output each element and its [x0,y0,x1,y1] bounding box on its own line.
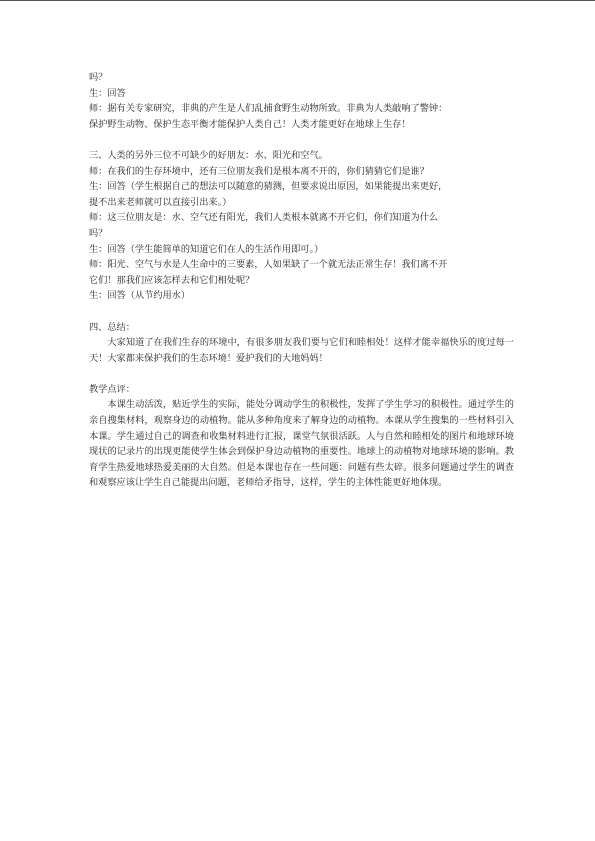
text-line: 生：回答（学生根据自己的想法可以随意的猜测，但要求说出原因，如果能提出来更好， [89,181,448,193]
blank-line [89,366,514,382]
text-line: 师：这三位朋友是：水、空气还有阳光，我们人类根本就离不开它们，你们知道为什么 [89,212,439,224]
text-line: 生：回答（学生能简单的知道它们在人的生活作用即可。） [89,243,324,255]
summary-heading: 四、总结： [89,321,135,333]
page-top-rule [0,0,595,1]
text-line: 它们！那我们应该怎样去和它们相处呢？ [89,274,255,286]
text-line: 生：回答（从节约用水） [89,290,191,302]
text-line: 吗？ [89,227,108,239]
text-line: 提不出来老师就可以直接引出来。） [89,196,232,208]
comment-paragraph: 本课生动活泼，贴近学生的实际，能处分调动学生的积极性，发挥了学生学习的积极性。通过学生的亲自搜集材料，观察身边的动植物。能从多种角度来了解身边的动植物。本课从学生搜集的一些材料引入本课。学生通过自己的调查和收集材料进行汇报，课堂气氛很活跃。人与自然和睦相处的图片和地球环境现状的记录片的出现更能使学生体会到保护身边动植物的重要性。地球上的动植物对地球环境的影响。教育学生热爱地球热爱美丽的大自然。但是本课也存在一些问题：问题有些太碎。很多问题通过学生的调查和观察应该让学生自己能提出问题，老师给矛指导，这样，学生的主体性能更好地体现。 [89,399,514,489]
blank-line [89,304,514,320]
text-line: 师：阳光、空气与水是人生命中的三要素，人如果缺了一个就无法正常生存！我们离不开 [89,259,448,271]
section-heading: 三、人类的另外三位不可缺少的好朋友：水、阳光和空气。 [89,149,328,161]
text-line: 吗？ [89,72,108,83]
text-line: 师：在我们的生存环境中，还有三位朋友我们是根本离不开的，你们猜猜它们是谁？ [89,165,429,177]
summary-paragraph: 大家知道了在我们生存的环境中，有很多朋友我们要与它们和睦相处！这样才能幸福快乐的度过每一天！大家都来保护我们的生态环境！爱护我们的大地妈妈！ [89,337,514,364]
text-line: 生：回答 [89,87,126,99]
blank-line [89,132,514,148]
document-body [89,70,514,491]
text-line: 师：据有关专家研究，非典的产生是人们乱捕食野生动物所致。非典为人类敲响了警钟： [89,103,448,115]
comment-heading: 教学点评： [89,383,135,395]
text-line: 保护野生动物、保护生态平衡才能保护人类自己！人类才能更好在地球上生存！ [89,118,411,130]
